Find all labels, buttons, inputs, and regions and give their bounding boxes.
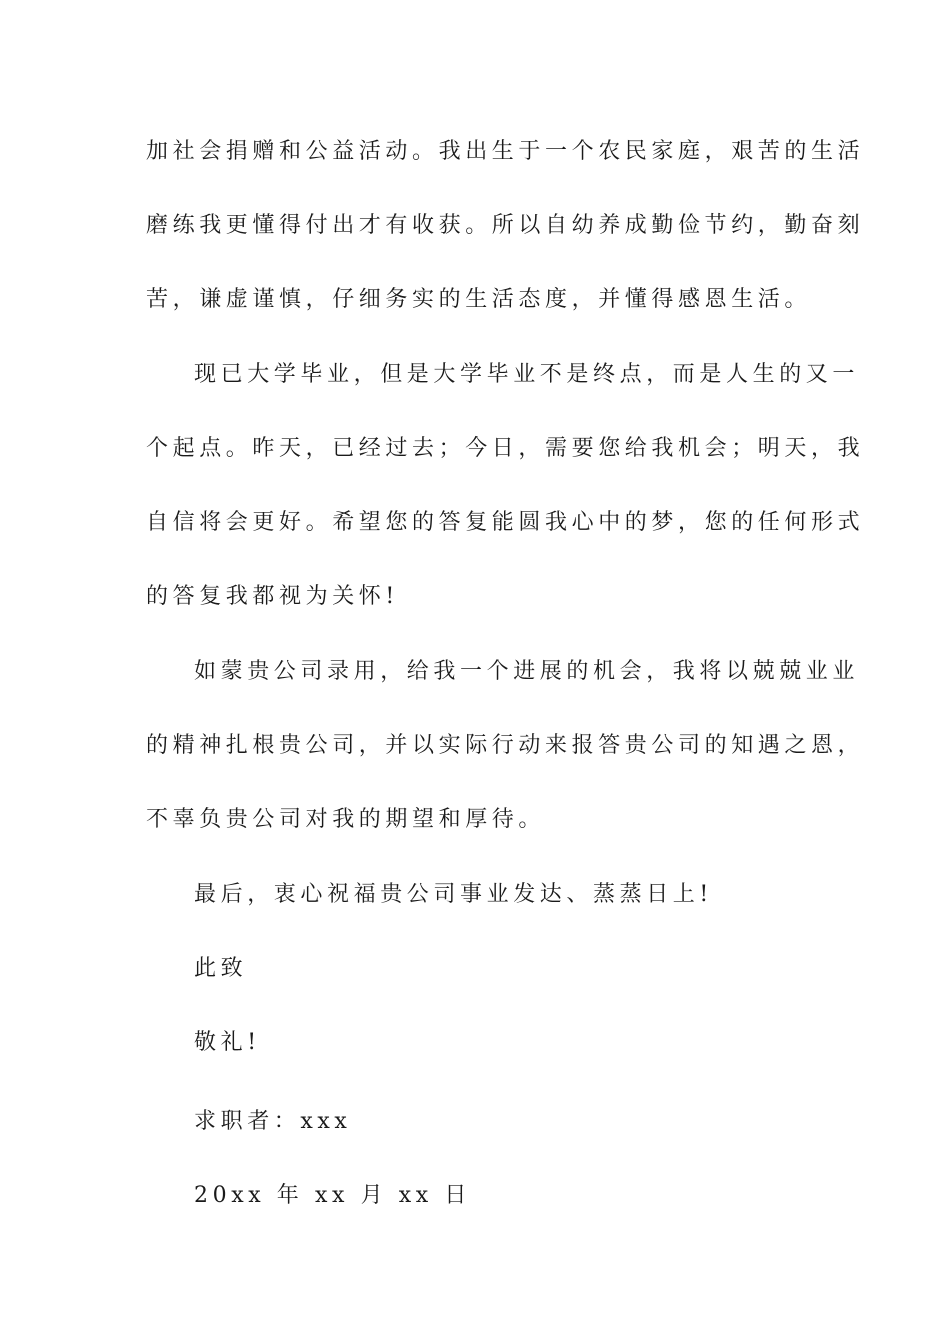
paragraph-1-line-3: 苦，谦虚谨慎，仔细务实的生活态度，并懂得感恩生活。 xyxy=(146,287,812,312)
date-line: 20xx 年 xx 月 xx 日 xyxy=(194,1183,472,1208)
paragraph-2-line-4: 的答复我都视为关怀! xyxy=(146,584,399,609)
closing-salutation: 此致 xyxy=(194,956,248,981)
paragraph-2-line-2: 个起点。昨天，已经过去；今日，需要您给我机会；明天，我 xyxy=(146,436,865,461)
paragraph-1-line-2: 磨练我更懂得付出才有收获。所以自幼养成勤俭节约，勤奋刻 xyxy=(146,213,865,238)
paragraph-3-line-1: 如蒙贵公司录用，给我一个进展的机会，我将以兢兢业业 xyxy=(194,659,860,684)
signature-line: 求职者：xxx xyxy=(194,1109,352,1134)
wishes-line: 最后，衷心祝福贵公司事业发达、蒸蒸日上! xyxy=(194,882,713,907)
paragraph-2-line-3: 自信将会更好。希望您的答复能圆我心中的梦，您的任何形式 xyxy=(146,510,865,535)
paragraph-2-line-1: 现已大学毕业，但是大学毕业不是终点，而是人生的又一 xyxy=(194,362,860,387)
closing-regards: 敬礼! xyxy=(194,1030,261,1055)
paragraph-1-line-1: 加社会捐赠和公益活动。我出生于一个农民家庭，艰苦的生活 xyxy=(146,139,865,164)
paragraph-3-line-3: 不辜负贵公司对我的期望和厚待。 xyxy=(146,807,546,832)
paragraph-3-line-2: 的精神扎根贵公司，并以实际行动来报答贵公司的知遇之恩， xyxy=(146,733,865,758)
